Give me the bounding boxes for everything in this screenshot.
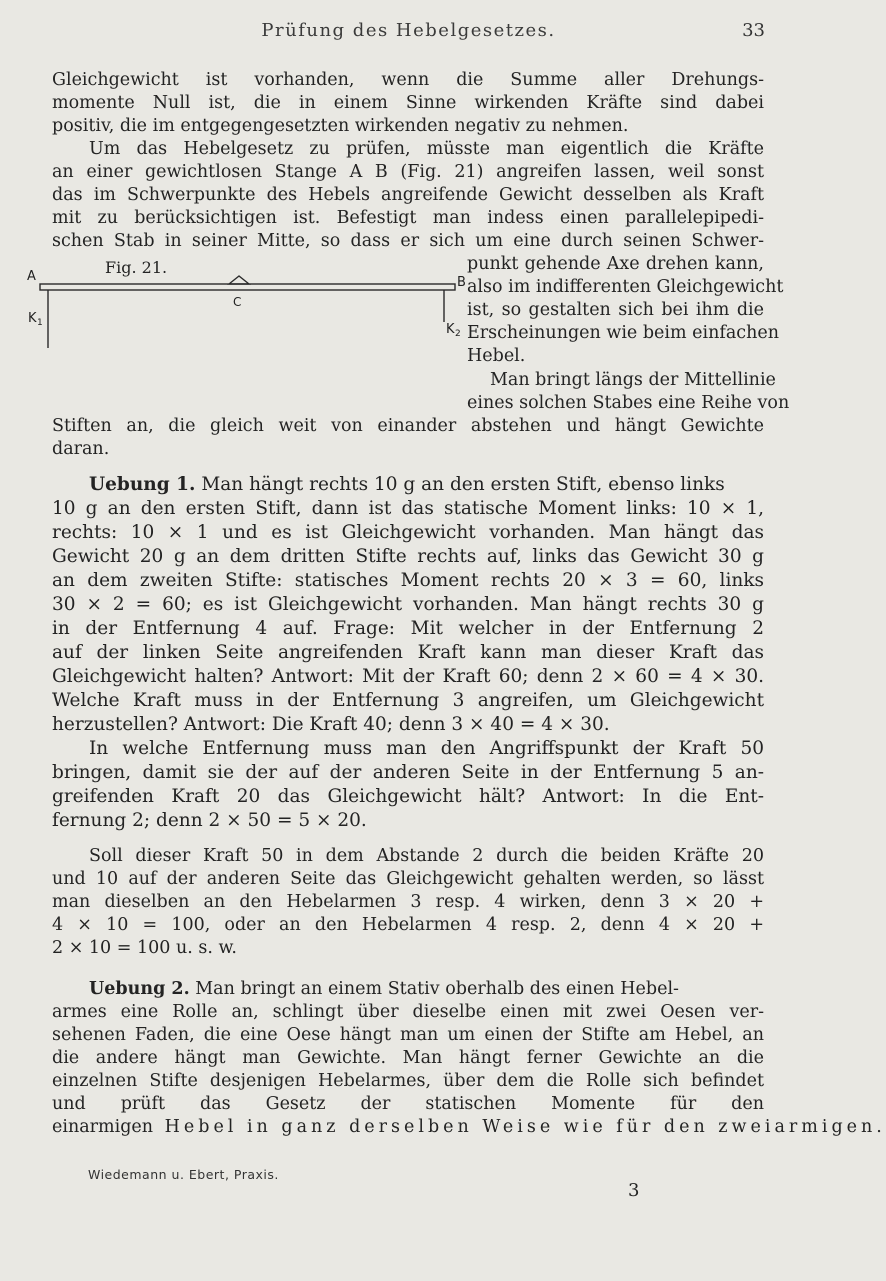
text-line: Gewicht 20 g an dem dritten Stifte rechts auf, links das Gewicht 30 g xyxy=(52,546,764,567)
text-line: Hebel. xyxy=(467,346,526,366)
text-line: rechts: 10 × 1 und es ist Gleichgewicht vorhanden. Man hängt das xyxy=(52,522,764,543)
figure-caption: Fig. 21. xyxy=(105,258,168,277)
text-line: Um das Hebelgesetz zu prüfen, müsste man eigentlich die Kräfte xyxy=(89,139,764,159)
text-line: einzelnen Stifte desjenigen Hebelarmes, über dem die Rolle sich befindet xyxy=(52,1071,764,1091)
text-line: mit zu berücksichtigen ist. Befestigt man indess einen parallelepipedi- xyxy=(52,208,764,228)
text-line: armes eine Rolle an, schlingt über dieselbe einen mit zwei Oesen ver- xyxy=(52,1002,764,1022)
text-line: punkt gehende Axe drehen kann, xyxy=(467,254,764,274)
text-line: Soll dieser Kraft 50 in dem Abstande 2 durch die beiden Kräfte 20 xyxy=(89,846,764,866)
text-line: fernung 2; denn 2 × 50 = 5 × 20. xyxy=(52,810,367,831)
text-line: auf der linken Seite angreifenden Kraft kann man dieser Kraft das xyxy=(52,642,764,663)
text-line: bringen, damit sie der auf der anderen Seite in der Entfernung 5 an- xyxy=(52,762,764,783)
label-k1: K xyxy=(28,311,37,326)
text-line: an dem zweiten Stifte: statisches Moment rechts 20 × 3 = 60, links xyxy=(52,570,764,591)
text-line: daran. xyxy=(52,439,110,459)
text-line: und prüft das Gesetz der statischen Momente für den xyxy=(52,1094,764,1114)
text-line: Man bringt an einem Stativ oberhalb des einen Hebel- xyxy=(195,979,679,999)
text-line-spaced xyxy=(52,1116,886,1138)
text-line: Erscheinungen wie beim einfachen xyxy=(467,323,779,343)
text-line: Stiften an, die gleich weit von einander abstehen und hängt Gewichte xyxy=(52,416,764,436)
text-line: Gleichgewicht ist vorhanden, wenn die Summe aller Drehungs- xyxy=(52,70,764,90)
text-line: man dieselben an den Hebelarmen 3 resp. 4 wirken, denn 3 × 20 + xyxy=(52,892,764,912)
text-line: greifenden Kraft 20 das Gleichgewicht hält? Antwort: In die Ent- xyxy=(52,786,764,807)
text-line: herzustellen? Antwort: Die Kraft 40; denn 3 × 40 = 4 × 30. xyxy=(52,714,610,735)
emphasis-spaced: Hebel in ganz derselben Weise wie für den zweiarmigen. xyxy=(164,1117,886,1137)
lever-bar xyxy=(40,284,455,290)
text-line: also im indifferenten Gleichgewicht xyxy=(467,277,784,297)
lever-figure xyxy=(25,250,465,360)
text-line: Man hängt rechts 10 g an den ersten Stift, ebenso links xyxy=(201,474,725,495)
exercise-1-heading: Uebung 1. xyxy=(89,474,196,495)
exercise-1-first-line xyxy=(89,474,764,496)
text-line: 30 × 2 = 60; es ist Gleichgewicht vorhanden. Man hängt rechts 30 g xyxy=(52,594,764,615)
text-line: momente Null ist, die in einem Sinne wirkenden Kräfte sind dabei xyxy=(52,93,764,113)
text-line: schen Stab in seiner Mitte, so dass er sich um eine durch seinen Schwer- xyxy=(52,231,764,251)
text-line: ist, so gestalten sich bei ihm die xyxy=(467,300,764,320)
text-line: In welche Entfernung muss man den Angriffspunkt der Kraft 50 xyxy=(89,738,764,759)
sheet-number: 3 xyxy=(628,1180,640,1201)
text-line: und 10 auf der anderen Seite das Gleichgewicht gehalten werden, so lässt xyxy=(52,869,764,889)
exercise-2-first-line xyxy=(89,978,764,1000)
text-line: 10 g an den ersten Stift, dann ist das statische Moment links: 10 × 1, xyxy=(52,498,764,519)
text-line: 2 × 10 = 100 u. s. w. xyxy=(52,938,237,958)
label-k2-sub: 2 xyxy=(455,329,461,339)
text-line: Gleichgewicht halten? Antwort: Mit der Kraft 60; denn 2 × 60 = 4 × 30. xyxy=(52,666,764,687)
label-k1-sub: 1 xyxy=(37,318,43,328)
label-k2: K xyxy=(446,322,455,337)
running-title: Prüfung des Hebelgesetzes. xyxy=(261,20,556,41)
text-line: an einer gewichtlosen Stange A B (Fig. 21) angreifen lassen, weil sonst xyxy=(52,162,764,182)
text-line: in der Entfernung 4 auf. Frage: Mit welcher in der Entfernung 2 xyxy=(52,618,764,639)
text-line: die andere hängt man Gewichte. Man hängt ferner Gewichte an die xyxy=(52,1048,764,1068)
text-line: sehenen Faden, die eine Oese hängt man um einen der Stifte am Hebel, an xyxy=(52,1025,764,1045)
text-line: positiv, die im entgegengesetzten wirkenden negativ zu nehmen. xyxy=(52,116,629,136)
text-line: das im Schwerpunkte des Hebels angreifende Gewicht desselben als Kraft xyxy=(52,185,764,205)
pivot-triangle xyxy=(229,276,249,284)
signature-line: Wiedemann u. Ebert, Praxis. xyxy=(88,1167,279,1182)
exercise-2-heading: Uebung 2. xyxy=(89,979,190,999)
running-header xyxy=(52,20,765,46)
text-line: Welche Kraft muss in der Entfernung 3 angreifen, um Gleichgewicht xyxy=(52,690,764,711)
text-line: Man bringt längs der Mittellinie xyxy=(490,370,776,390)
text-line: 4 × 10 = 100, oder an den Hebelarmen 4 resp. 2, denn 4 × 20 + xyxy=(52,915,764,935)
text-line: eines solchen Stabes eine Reihe von xyxy=(467,393,790,413)
page-number: 33 xyxy=(742,20,765,41)
label-b: B xyxy=(457,275,466,290)
label-c: C xyxy=(233,295,242,309)
text-line: einarmigen xyxy=(52,1117,154,1137)
label-a: A xyxy=(27,269,36,284)
